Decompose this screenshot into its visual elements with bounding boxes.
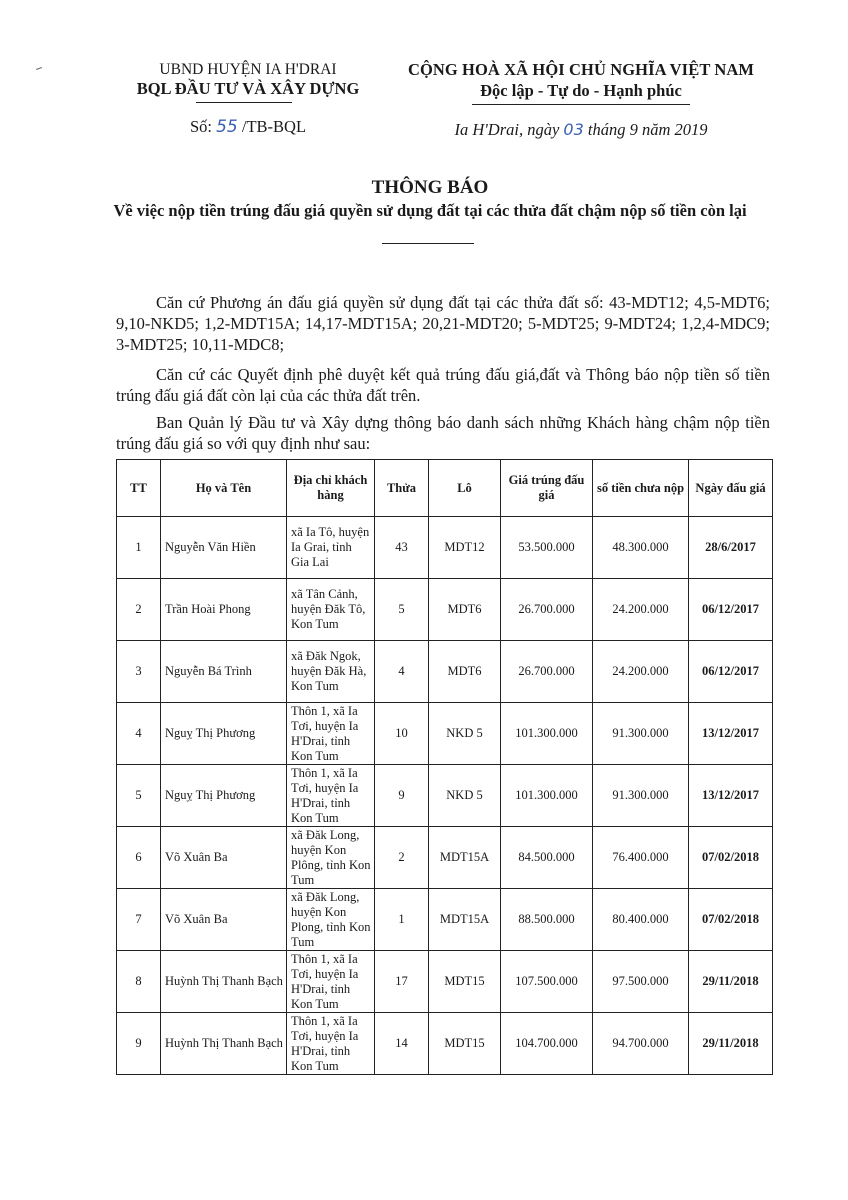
cell-unpaid: 48.300.000 bbox=[593, 517, 689, 579]
paragraph-announcement: Ban Quản lý Đầu tư và Xây dựng thông báo danh sách những Khách hàng chậm nộp tiền trúng đấu giá so với quy định như sau: bbox=[116, 413, 770, 453]
cell-price: 101.300.000 bbox=[501, 703, 593, 765]
header-lot: Lô bbox=[429, 460, 501, 517]
cell-lot: MDT12 bbox=[429, 517, 501, 579]
cell-tt: 2 bbox=[117, 579, 161, 641]
cell-tt: 1 bbox=[117, 517, 161, 579]
cell-lot: MDT15 bbox=[429, 1013, 501, 1075]
header-price: Giá trúng đấu giá bbox=[501, 460, 593, 517]
header-date: Ngày đấu giá bbox=[689, 460, 773, 517]
late-payment-table bbox=[116, 459, 773, 1075]
cell-date: 06/12/2017 bbox=[689, 641, 773, 703]
cell-name: Nguỵ Thị Phương bbox=[161, 703, 287, 765]
cell-tt: 5 bbox=[117, 765, 161, 827]
cell-date: 13/12/2017 bbox=[689, 765, 773, 827]
cell-name: Trần Hoài Phong bbox=[161, 579, 287, 641]
cell-lot: NKD 5 bbox=[429, 765, 501, 827]
cell-date: 28/6/2017 bbox=[689, 517, 773, 579]
table-row bbox=[117, 579, 773, 641]
cell-plot: 10 bbox=[375, 703, 429, 765]
cell-lot: MDT6 bbox=[429, 579, 501, 641]
cell-date: 29/11/2018 bbox=[689, 1013, 773, 1075]
cell-plot: 9 bbox=[375, 765, 429, 827]
cell-tt: 6 bbox=[117, 827, 161, 889]
cell-plot: 43 bbox=[375, 517, 429, 579]
cell-address: xã Đăk Long, huyện Kon Plông, tỉnh Kon Tum bbox=[287, 827, 375, 889]
table-row bbox=[117, 1013, 773, 1075]
header-address: Địa chỉ khách hàng bbox=[287, 460, 375, 517]
cell-tt: 3 bbox=[117, 641, 161, 703]
table-row bbox=[117, 517, 773, 579]
table-row bbox=[117, 703, 773, 765]
cell-tt: 9 bbox=[117, 1013, 161, 1075]
cell-plot: 17 bbox=[375, 951, 429, 1013]
cell-price: 26.700.000 bbox=[501, 579, 593, 641]
cell-date: 06/12/2017 bbox=[689, 579, 773, 641]
cell-name: Huỳnh Thị Thanh Bạch bbox=[161, 951, 287, 1013]
country-name: CỘNG HOÀ XÃ HỘI CHỦ NGHĨA VIỆT NAM bbox=[407, 60, 755, 79]
cell-date: 13/12/2017 bbox=[689, 703, 773, 765]
cell-plot: 4 bbox=[375, 641, 429, 703]
cell-name: Nguyễn Văn Hiền bbox=[161, 517, 287, 579]
cell-unpaid: 91.300.000 bbox=[593, 703, 689, 765]
cell-address: xã Đăk Ngok, huyện Đăk Hà, Kon Tum bbox=[287, 641, 375, 703]
cell-lot: NKD 5 bbox=[429, 703, 501, 765]
paragraph-basis-plan: Căn cứ Phương án đấu giá quyền sử dụng đất tại các thửa đất số: 43-MDT12; 4,5-MDT6; 9,10-NKD5; 1,2-MDT15A; 14,17-MDT15A; 20,21-MDT20; 5-MDT25; 9-MDT24; 1,2,4-MDC9; 3-MDT25; 10,11-MDC8; bbox=[116, 293, 770, 354]
cell-unpaid: 91.300.000 bbox=[593, 765, 689, 827]
number-suffix: /TB-BQL bbox=[241, 117, 307, 136]
date-suffix: tháng 9 năm 2019 bbox=[587, 120, 708, 139]
cell-tt: 7 bbox=[117, 889, 161, 951]
date-prefix: Ia H'Drai, ngày bbox=[454, 120, 560, 139]
cell-address: Thôn 1, xã Ia Tơi, huyện Ia H'Drai, tỉnh Kon Tum bbox=[287, 1013, 375, 1075]
cell-price: 88.500.000 bbox=[501, 889, 593, 951]
cell-address: xã Đăk Long, huyện Kon Plong, tỉnh Kon Tum bbox=[287, 889, 375, 951]
cell-lot: MDT15A bbox=[429, 889, 501, 951]
cell-price: 104.700.000 bbox=[501, 1013, 593, 1075]
cell-unpaid: 24.200.000 bbox=[593, 641, 689, 703]
cell-price: 53.500.000 bbox=[501, 517, 593, 579]
cell-name: Võ Xuân Ba bbox=[161, 827, 287, 889]
cell-plot: 5 bbox=[375, 579, 429, 641]
cell-address: Thôn 1, xã Ia Tơi, huyện Ia H'Drai, tỉnh Kon Tum bbox=[287, 765, 375, 827]
scan-mark bbox=[36, 67, 42, 70]
table-header-row bbox=[117, 460, 773, 517]
header-unpaid: số tiền chưa nộp bbox=[593, 460, 689, 517]
header-plot: Thửa bbox=[375, 460, 429, 517]
number-handwritten: 55 bbox=[216, 117, 238, 137]
cell-address: xã Ia Tô, huyện Ia Grai, tỉnh Gia Lai bbox=[287, 517, 375, 579]
issuer-line-1: UBND HUYỆN IA H'DRAI bbox=[159, 61, 337, 78]
national-header bbox=[392, 60, 770, 140]
cell-price: 107.500.000 bbox=[501, 951, 593, 1013]
cell-price: 101.300.000 bbox=[501, 765, 593, 827]
header-tt: TT bbox=[117, 460, 161, 517]
table-row bbox=[117, 951, 773, 1013]
cell-price: 26.700.000 bbox=[501, 641, 593, 703]
cell-unpaid: 76.400.000 bbox=[593, 827, 689, 889]
issuer-block bbox=[118, 60, 378, 137]
cell-lot: MDT15 bbox=[429, 951, 501, 1013]
cell-address: Thôn 1, xã Ia Tơi, huyện Ia H'Drai, tỉnh Kon Tum bbox=[287, 951, 375, 1013]
cell-lot: MDT6 bbox=[429, 641, 501, 703]
issue-date bbox=[392, 120, 770, 140]
cell-date: 07/02/2018 bbox=[689, 889, 773, 951]
cell-name: Huỳnh Thị Thanh Bạch bbox=[161, 1013, 287, 1075]
cell-date: 29/11/2018 bbox=[689, 951, 773, 1013]
paragraph-basis-decisions: Căn cứ các Quyết định phê duyệt kết quả trúng đấu giá,đất và Thông báo nộp tiền số tiền trúng đấu giá đất còn lại của các thửa đất trên. bbox=[116, 365, 770, 405]
issuer-line-2: BQL ĐẦU TƯ VÀ XÂY DỰNG bbox=[136, 79, 360, 98]
cell-price: 84.500.000 bbox=[501, 827, 593, 889]
cell-name: Võ Xuân Ba bbox=[161, 889, 287, 951]
document-subtitle: Về việc nộp tiền trúng đấu giá quyền sử dụng đất tại các thửa đất chậm nộp số tiền còn lại bbox=[113, 201, 747, 220]
cell-address: Thôn 1, xã Ia Tơi, huyện Ia H'Drai, tỉnh Kon Tum bbox=[287, 703, 375, 765]
table-row bbox=[117, 889, 773, 951]
header-name: Họ và Tên bbox=[161, 460, 287, 517]
cell-name: Nguỵ Thị Phương bbox=[161, 765, 287, 827]
table-row bbox=[117, 827, 773, 889]
national-motto: Độc lập - Tự do - Hạnh phúc bbox=[480, 81, 682, 100]
motto-underline bbox=[472, 104, 690, 105]
issuer-underline bbox=[196, 102, 292, 103]
cell-plot: 2 bbox=[375, 827, 429, 889]
document-number bbox=[118, 117, 378, 137]
cell-unpaid: 97.500.000 bbox=[593, 951, 689, 1013]
cell-unpaid: 80.400.000 bbox=[593, 889, 689, 951]
subtitle-underline bbox=[382, 243, 474, 244]
table-row bbox=[117, 641, 773, 703]
table-row bbox=[117, 765, 773, 827]
cell-tt: 4 bbox=[117, 703, 161, 765]
cell-address: xã Tân Cảnh, huyện Đăk Tô, Kon Tum bbox=[287, 579, 375, 641]
document-title: THÔNG BÁO bbox=[371, 177, 489, 198]
number-prefix: Số: bbox=[189, 117, 212, 136]
cell-unpaid: 94.700.000 bbox=[593, 1013, 689, 1075]
cell-plot: 14 bbox=[375, 1013, 429, 1075]
cell-lot: MDT15A bbox=[429, 827, 501, 889]
cell-plot: 1 bbox=[375, 889, 429, 951]
cell-unpaid: 24.200.000 bbox=[593, 579, 689, 641]
cell-name: Nguyễn Bá Trình bbox=[161, 641, 287, 703]
date-day-handwritten: 03 bbox=[563, 120, 584, 139]
cell-tt: 8 bbox=[117, 951, 161, 1013]
cell-date: 07/02/2018 bbox=[689, 827, 773, 889]
